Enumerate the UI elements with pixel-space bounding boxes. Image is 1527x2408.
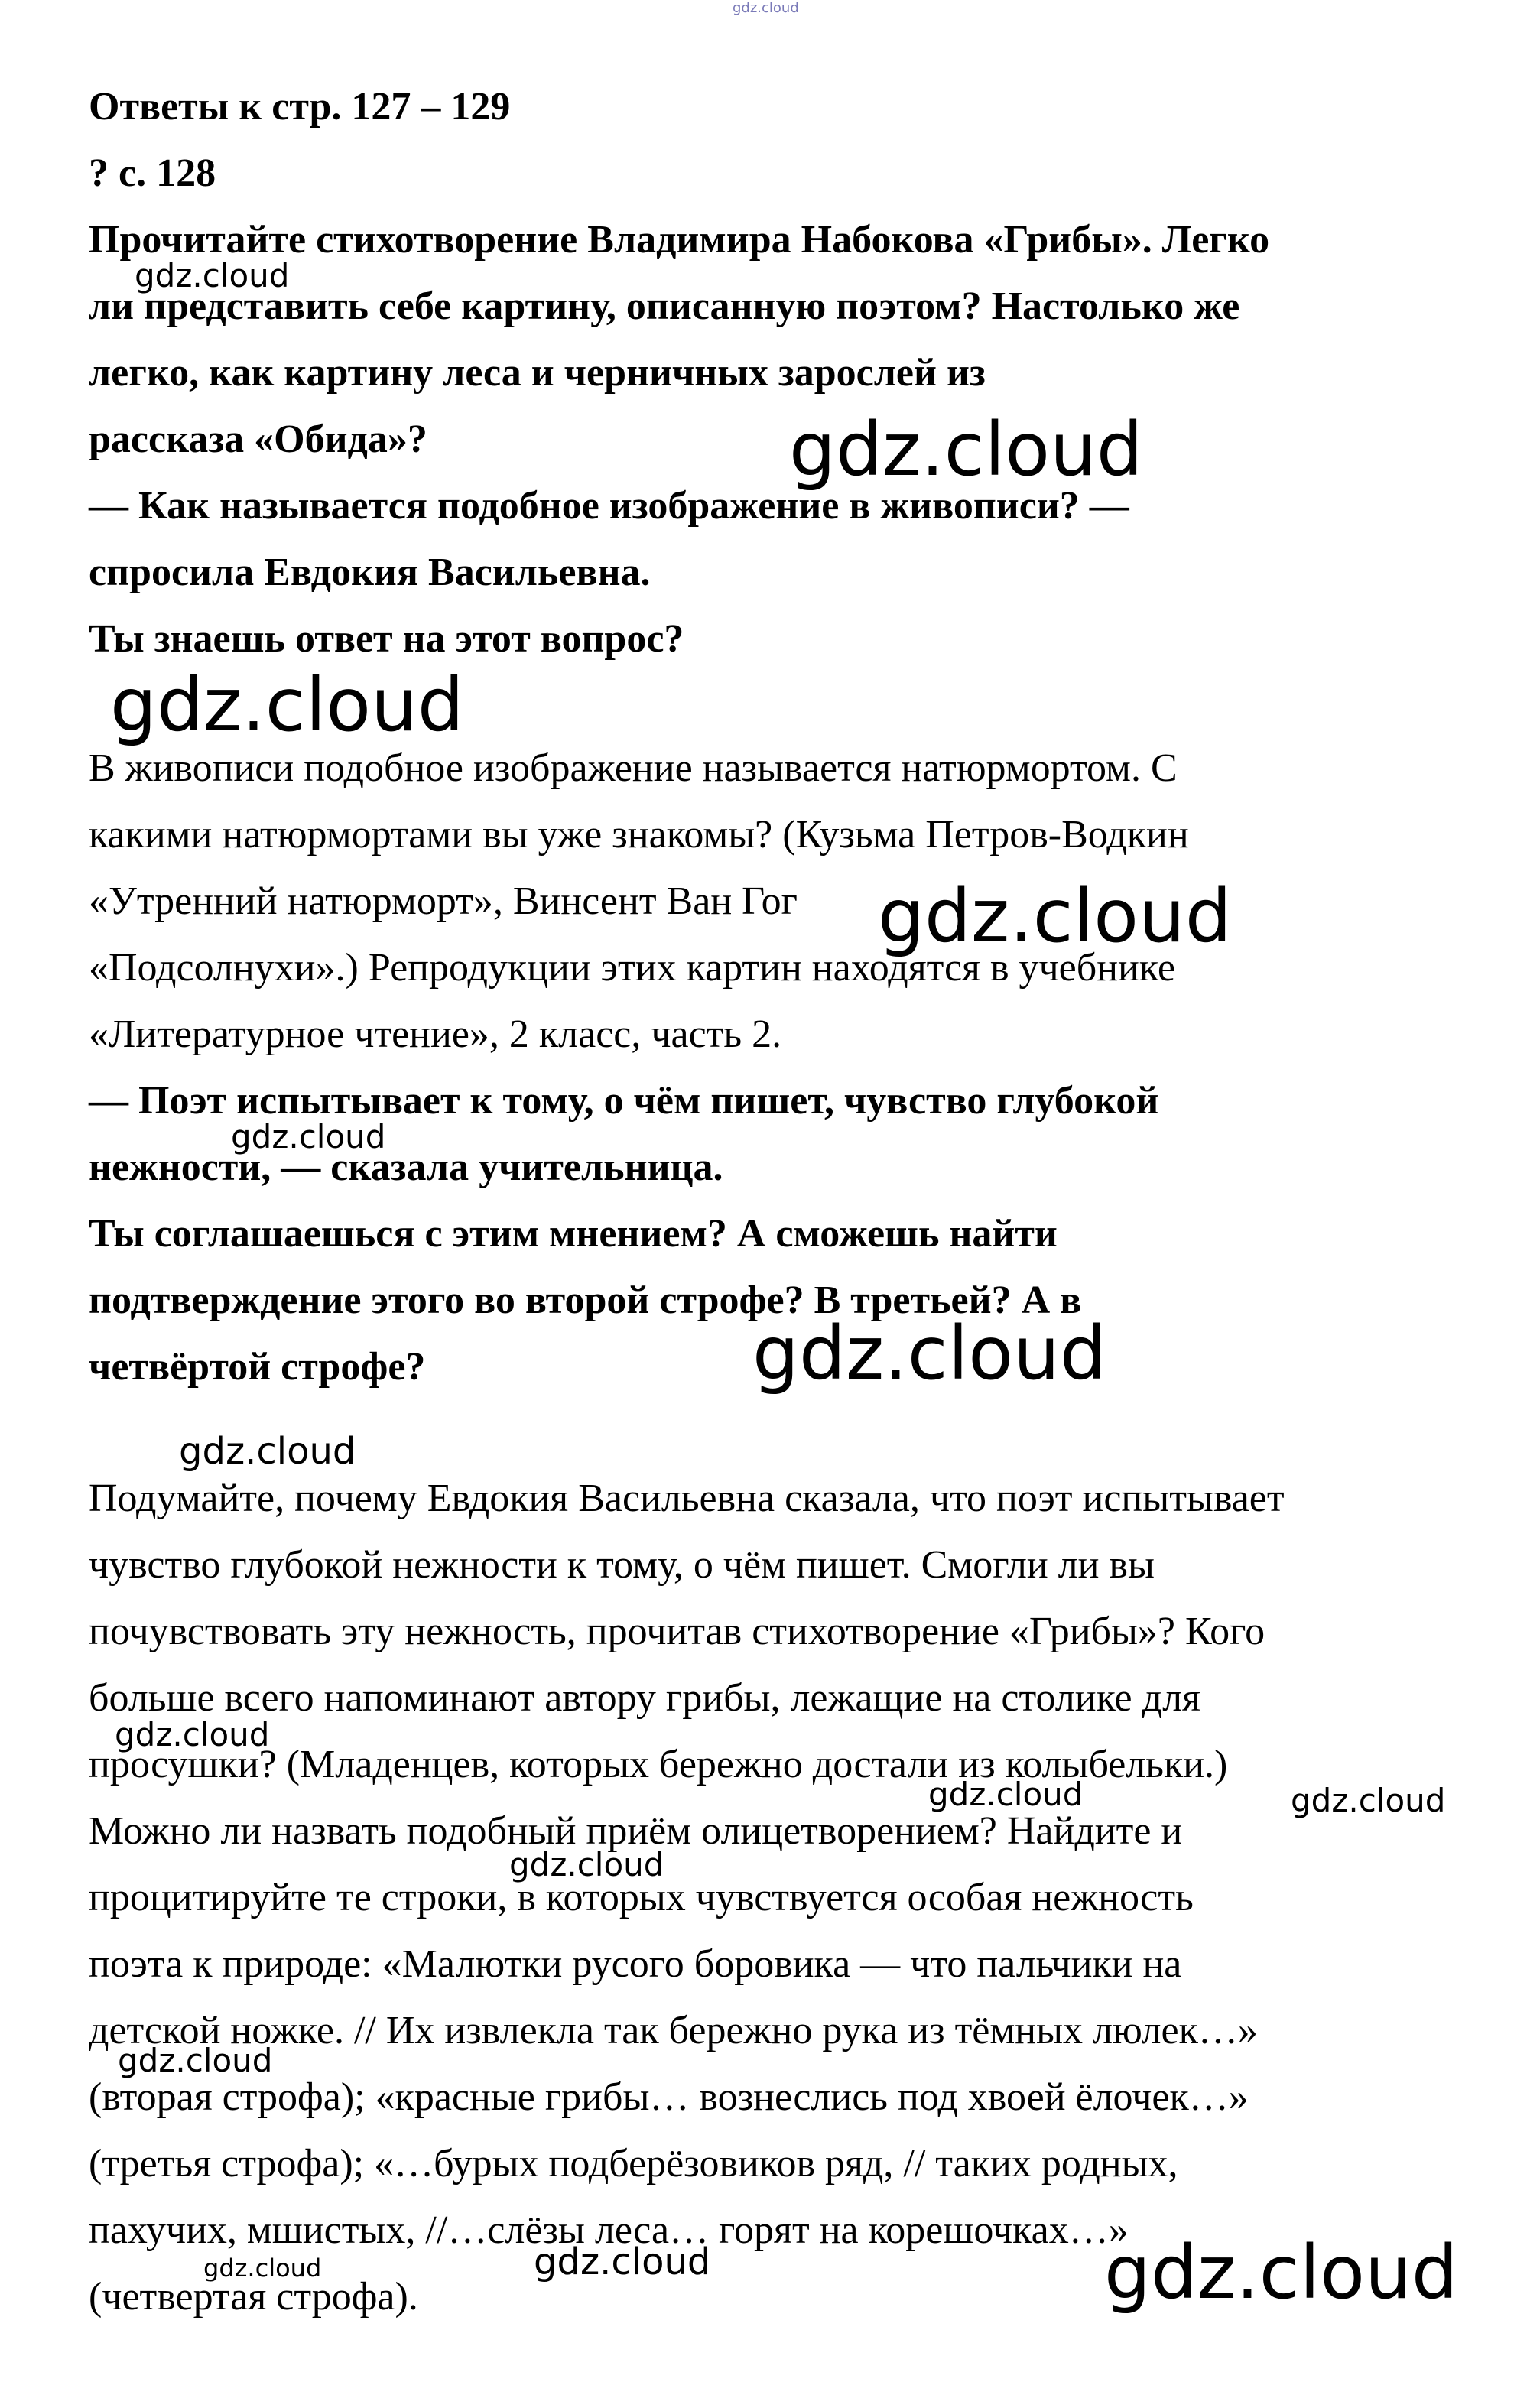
question-line: — Поэт испытывает к тому, о чём пишет, чувство глубокой — [89, 1079, 1159, 1123]
watermark: gdz.cloud — [878, 873, 1232, 959]
answer-line: почувствовать эту нежность, прочитав стихотворение «Грибы»? Кого — [89, 1610, 1265, 1653]
answer-line: Подумайте, почему Евдокия Васильевна сказала, что поэт испытывает — [89, 1477, 1285, 1520]
watermark: gdz.cloud — [509, 1846, 664, 1883]
watermark: gdz.cloud — [733, 0, 799, 16]
question-line: рассказа «Обида»? — [89, 418, 427, 461]
question-line: спросила Евдокия Васильевна. — [89, 551, 651, 594]
answer-line: «Литературное чтение», 2 класс, часть 2. — [89, 1012, 782, 1056]
answer-line: «Подсолнухи».) Репродукции этих картин находятся в учебнике — [89, 946, 1175, 990]
question-line: Ты соглашаешься с этим мнением? А сможешь найти — [89, 1212, 1058, 1256]
watermark: gdz.cloud — [203, 2254, 322, 2283]
answer-line: чувство глубокой нежности к тому, о чём пишет. Смогли ли вы — [89, 1543, 1155, 1587]
answer-line: просушки? (Младенцев, которых бережно достали из колыбельки.) — [89, 1743, 1228, 1786]
answer-line: «Утренний натюрморт», Винсент Ван Гог — [89, 879, 798, 923]
watermark: gdz.cloud — [928, 1776, 1084, 1813]
answer-line: (четвертая строфа). — [89, 2275, 418, 2319]
answer-line: В живописи подобное изображение называется натюрмортом. С — [89, 746, 1178, 790]
page-title: Ответы к стр. 127 – 129 — [89, 85, 511, 128]
answer-line: детской ножке. // Их извлекла так бережно рука из тёмных люлек…» — [89, 2009, 1258, 2052]
watermark: gdz.cloud — [231, 1118, 386, 1155]
watermark: gdz.cloud — [1291, 1782, 1446, 1819]
answer-line: процитируйте те строки, в которых чувствуется особая нежность — [89, 1876, 1194, 1919]
watermark: gdz.cloud — [135, 257, 290, 294]
answer-line: какими натюрмортами вы уже знакомы? (Кузьма Петров-Водкин — [89, 813, 1189, 856]
watermark: gdz.cloud — [752, 1311, 1106, 1396]
question-line: ли представить себе картину, описанную поэтом? Настолько же — [89, 284, 1240, 328]
watermark: gdz.cloud — [534, 2241, 711, 2283]
watermark: gdz.cloud — [118, 2042, 273, 2079]
answer-line: пахучих, мшистых, //…слёзы леса… горят на корешочках…» — [89, 2208, 1129, 2252]
question-line: Ты знаешь ответ на этот вопрос? — [89, 617, 684, 661]
question-line: Прочитайте стихотворение Владимира Набокова «Грибы». Легко — [89, 218, 1270, 262]
answer-line: Можно ли назвать подобный приём олицетворением? Найдите и — [89, 1809, 1183, 1853]
question-line: легко, как картину леса и черничных зарослей из — [89, 351, 986, 395]
question-line: подтверждение этого во второй строфе? В третьей? А в — [89, 1279, 1082, 1322]
watermark: gdz.cloud — [110, 662, 464, 748]
answer-line: поэта к природе: «Малютки русого боровика — что пальчики на — [89, 1942, 1182, 1986]
answer-line: (третья строфа); «…бурых подберёзовиков ряд, // таких родных, — [89, 2142, 1178, 2185]
watermark: gdz.cloud — [115, 1716, 270, 1753]
watermark: gdz.cloud — [1104, 2230, 1458, 2315]
question-line: четвёртой строфе? — [89, 1345, 426, 1389]
question-line: нежности, — сказала учительница. — [89, 1146, 723, 1189]
watermark: gdz.cloud — [789, 407, 1143, 492]
watermark: gdz.cloud — [179, 1430, 356, 1473]
answer-line: больше всего напоминают автору грибы, лежащие на столике для — [89, 1676, 1200, 1720]
section-label: ? с. 128 — [89, 151, 216, 195]
question-line: — Как называется подобное изображение в живописи? — — [89, 484, 1129, 528]
answer-line: (вторая строфа); «красные грибы… вознеслись под хвоей ёлочек…» — [89, 2075, 1249, 2119]
